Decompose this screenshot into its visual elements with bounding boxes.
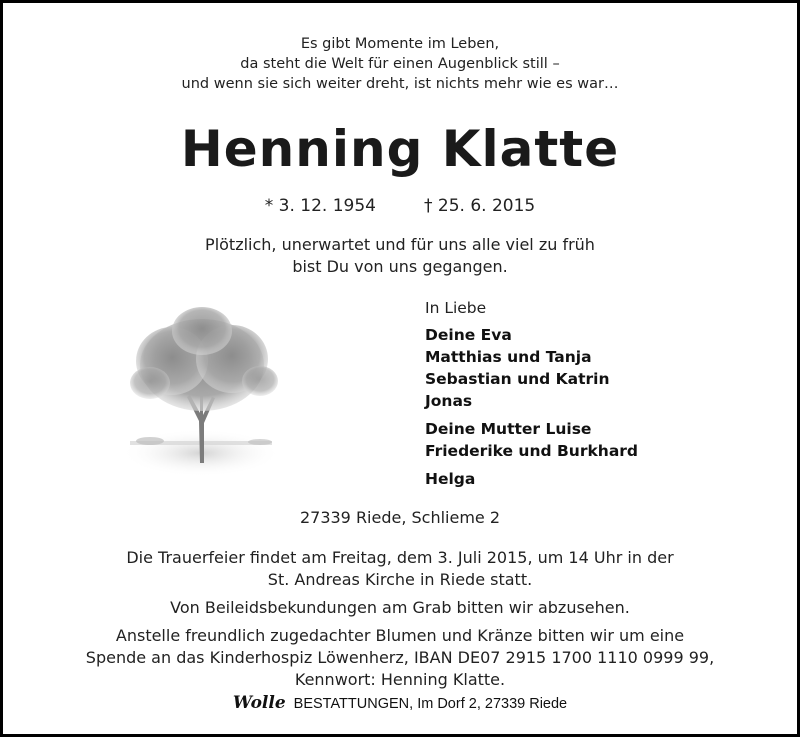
info-line: Spende an das Kinderhospiz Löwenherz, IBAN DE07 2915 1700 1110 0999 99, <box>85 648 715 667</box>
info-line: St. Andreas Kirche in Riede statt. <box>267 570 533 589</box>
deceased-name: Henning Klatte <box>180 120 620 178</box>
family-intro: In Liebe <box>425 299 487 317</box>
family-list <box>425 298 638 496</box>
death-date: † 25. 6. 2015 <box>424 196 536 216</box>
address: 27339 Riede, Schlieme 2 <box>299 508 501 527</box>
family-group <box>425 418 638 462</box>
family-member: Jonas <box>425 392 473 410</box>
family-member: Matthias und Tanja <box>425 348 592 366</box>
tree-icon <box>120 303 282 483</box>
undertaker-footer <box>0 692 800 715</box>
donation-paragraph <box>0 625 800 691</box>
ceremony-info <box>0 547 800 697</box>
family-member: Deine Mutter Luise <box>425 420 592 438</box>
life-dates <box>0 195 800 217</box>
farewell-line: bist Du von uns gegangen. <box>292 257 508 276</box>
farewell-text <box>0 234 800 278</box>
family-group <box>425 324 638 412</box>
info-line: Die Trauerfeier findet am Freitag, dem 3. Juli 2015, um 14 Uhr in der <box>126 548 674 567</box>
motto-line: und wenn sie sich weiter dreht, ist nichts mehr wie es war… <box>181 76 619 92</box>
family-member: Deine Eva <box>425 326 512 344</box>
ceremony-paragraph <box>0 547 800 591</box>
info-line: Von Beileidsbekundungen am Grab bitten wir abzusehen. <box>170 598 630 617</box>
motto <box>0 34 800 94</box>
info-line: Anstelle freundlich zugedachter Blumen und Kränze bitten wir um eine <box>115 626 685 645</box>
condolence-paragraph <box>0 597 800 619</box>
family-member: Helga <box>425 470 476 488</box>
undertaker-brand: Wolle <box>232 693 286 713</box>
motto-line: da steht die Welt für einen Augenblick still – <box>240 56 560 72</box>
undertaker-address: BESTATTUNGEN, Im Dorf 2, 27339 Riede <box>293 696 568 712</box>
birth-date: * 3. 12. 1954 <box>264 196 376 216</box>
family-member: Sebastian und Katrin <box>425 370 610 388</box>
family-member: Friederike und Burkhard <box>425 442 639 460</box>
info-line: Kennwort: Henning Klatte. <box>294 670 506 689</box>
motto-line: Es gibt Momente im Leben, <box>300 36 500 52</box>
family-group <box>425 468 638 490</box>
farewell-line: Plötzlich, unerwartet und für uns alle viel zu früh <box>205 235 595 254</box>
